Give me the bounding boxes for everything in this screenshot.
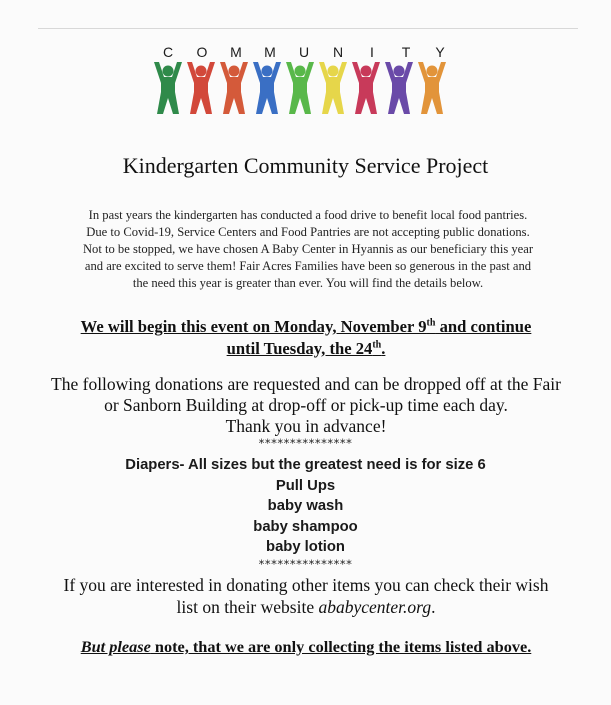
logo-letter: C bbox=[162, 44, 174, 60]
logo-letter: U bbox=[298, 44, 310, 60]
intro-line: Not to be stopped, we have chosen A Baby Center in Hyannis as our beneficiary this year bbox=[82, 242, 534, 256]
logo-letter: O bbox=[196, 44, 208, 60]
person-figure bbox=[418, 62, 446, 114]
logo-letter: T bbox=[401, 44, 411, 60]
person-figure bbox=[352, 62, 380, 114]
wish-line: If you are interested in donating other items you can check their wish bbox=[63, 575, 549, 595]
logo-letter: M bbox=[230, 44, 242, 60]
website-link: ababycenter.org bbox=[318, 597, 432, 617]
list-item: Pull Ups bbox=[275, 477, 336, 494]
top-divider bbox=[38, 28, 578, 29]
collection-note: But please note, that we are only collecting the items listed above. bbox=[80, 637, 532, 656]
intro-line: the need this year is greater than ever. You will find the details below. bbox=[132, 276, 484, 290]
list-item: baby wash bbox=[267, 498, 344, 514]
wish-line: list on their website ababycenter.org. bbox=[176, 597, 436, 617]
donation-items-list bbox=[0, 455, 611, 558]
list-item: baby lotion bbox=[266, 539, 345, 555]
intro-line: and are excited to serve them! Fair Acres Families have been so generous in the past and bbox=[84, 259, 532, 273]
person-figure bbox=[154, 62, 182, 114]
community-logo bbox=[150, 44, 460, 118]
person-figure bbox=[319, 62, 347, 114]
person-figure bbox=[220, 62, 248, 114]
donations-request bbox=[30, 374, 582, 437]
list-item: baby shampoo bbox=[253, 518, 358, 535]
event-dates bbox=[40, 316, 572, 360]
person-figure bbox=[187, 62, 215, 114]
star-divider: *************** bbox=[258, 557, 353, 571]
page-title: Kindergarten Community Service Project bbox=[122, 153, 489, 178]
star-divider: *************** bbox=[258, 436, 353, 450]
donations-line: or Sanborn Building at drop-off or pick-up time each day. bbox=[104, 395, 508, 415]
donations-line: The following donations are requested and can be dropped off at the Fair bbox=[51, 374, 561, 394]
intro-paragraph bbox=[52, 207, 564, 292]
person-figure bbox=[385, 62, 413, 114]
person-figure bbox=[286, 62, 314, 114]
wish-list-paragraph bbox=[40, 574, 572, 618]
thank-you-line: Thank you in advance! bbox=[225, 416, 387, 436]
people-figures bbox=[150, 62, 460, 118]
logo-letter: Y bbox=[435, 44, 445, 60]
dates-line-2: until Tuesday, the 24th. bbox=[226, 339, 386, 358]
logo-letter: M bbox=[264, 44, 276, 60]
logo-word bbox=[158, 44, 458, 62]
intro-line: In past years the kindergarten has conducted a food drive to benefit local food pantries. bbox=[88, 208, 528, 222]
logo-letter: I bbox=[370, 44, 374, 60]
intro-line: Due to Covid-19, Service Centers and Food Pantries are not accepting public donations. bbox=[86, 225, 530, 239]
person-figure bbox=[253, 62, 281, 114]
dates-line-1: We will begin this event on Monday, November 9th and continue bbox=[80, 317, 532, 336]
logo-letter: N bbox=[332, 44, 344, 60]
list-item: Diapers- All sizes but the greatest need is for size 6 bbox=[125, 457, 486, 473]
